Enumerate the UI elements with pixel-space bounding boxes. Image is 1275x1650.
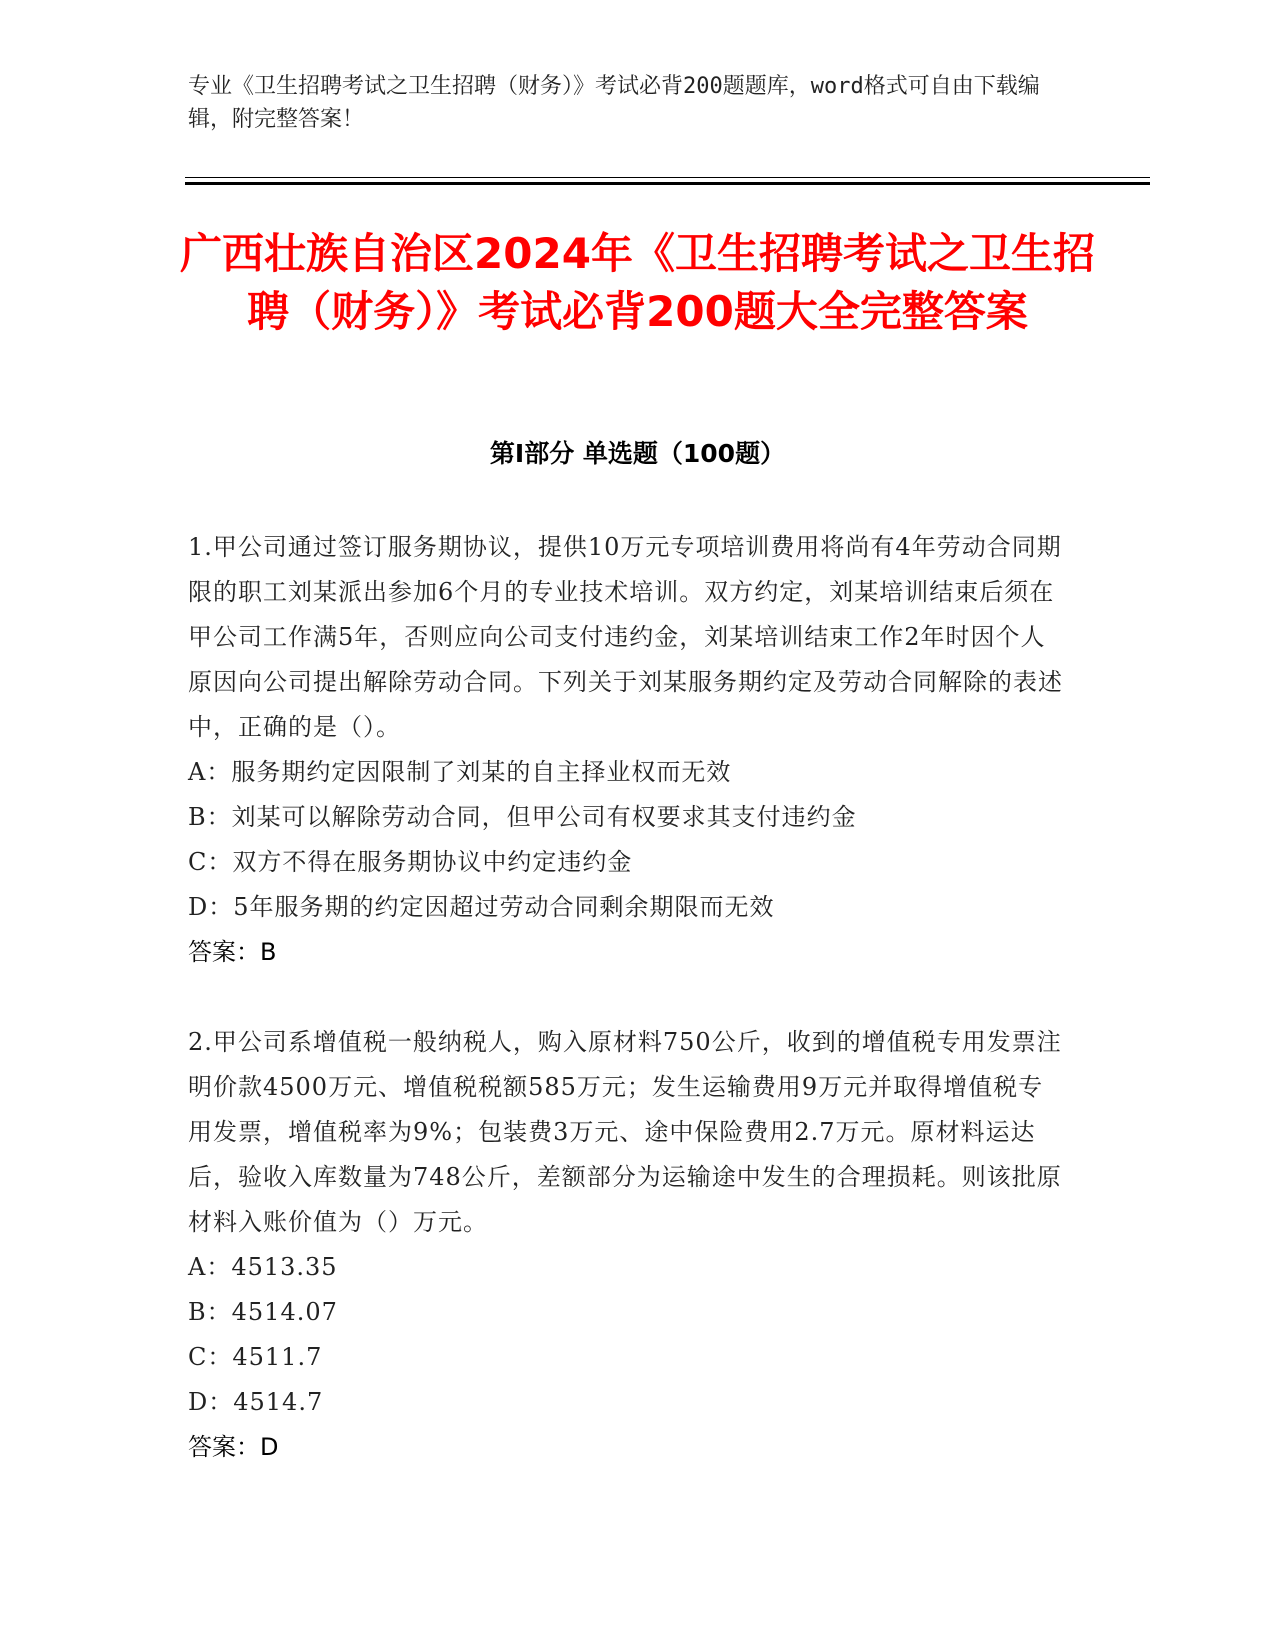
question-2 (188, 1020, 1068, 1470)
question-list (188, 525, 1068, 1470)
option-d: D：4514.7 (188, 1388, 324, 1416)
answer: 答案：D (188, 1433, 279, 1461)
header-divider-thick (185, 182, 1150, 185)
section-heading: 第I部分 单选题（100题） (489, 439, 786, 468)
option-c: C：双方不得在服务期协议中约定违约金 (188, 848, 633, 876)
option-c: C：4511.7 (188, 1343, 323, 1371)
question-stem: 2.甲公司系增值税一般纳税人，购入原材料750公斤，收到的增值税专用发票注明价款4500万元、增值税税额585万元；发生运输费用9万元并取得增值税专用发票，增值税率为9%；包装费3万元、途中保险费用2.7万元。原材料运达后，验收入库数量为748公斤，差额部分为运输途中发生的合理损耗。则该批原材料入账价值为（）万元。 (188, 1028, 1062, 1236)
header-note: 专业《卫生招聘考试之卫生招聘（财务）》考试必背200题题库，word格式可自由下载编辑，附完整答案！ (188, 74, 1040, 132)
option-d: D：5年服务期的约定因超过劳动合同剩余期限而无效 (188, 893, 775, 921)
option-b: B：刘某可以解除劳动合同，但甲公司有权要求其支付违约金 (188, 803, 857, 831)
question-1 (188, 525, 1068, 975)
header-divider-thin (185, 177, 1150, 178)
option-a: A：服务期约定因限制了刘某的自主择业权而无效 (188, 758, 732, 786)
option-a: A：4513.35 (188, 1253, 338, 1281)
answer: 答案：B (188, 938, 277, 966)
question-stem: 1.甲公司通过签订服务期协议，提供10万元专项培训费用将尚有4年劳动合同期限的职工刘某派出参加6个月的专业技术培训。双方约定，刘某培训结束后须在甲公司工作满5年，否则应向公司支付违约金，刘某培训结束工作2年时因个人原因向公司提出解除劳动合同。下列关于刘某服务期约定及劳动合同解除的表述中，正确的是（）。 (188, 533, 1063, 741)
option-b: B：4514.07 (188, 1298, 338, 1326)
document-title: 广西壮族自治区2024年《卫生招聘考试之卫生招聘（财务）》考试必背200题大全完整答案 (180, 229, 1095, 336)
